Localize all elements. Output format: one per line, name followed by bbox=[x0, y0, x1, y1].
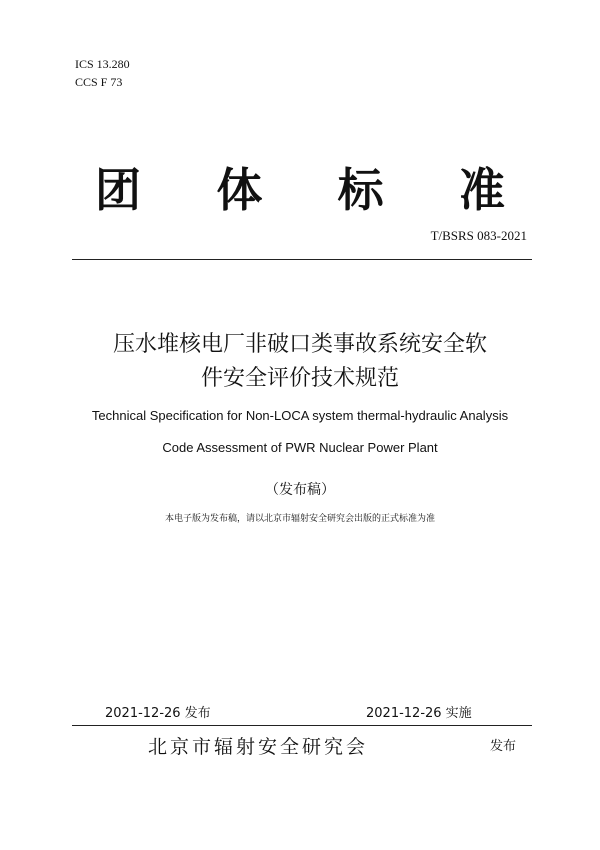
title-english-line-1: Technical Specification for Non-LOCA system thermal-hydraulic Analysis bbox=[91, 408, 509, 423]
bottom-divider bbox=[72, 725, 532, 726]
implementation-date: 2021-12-26 实施 bbox=[366, 706, 472, 721]
title-chinese-line-1: 压水堆核电厂非破口类事故系统安全软 bbox=[112, 332, 487, 357]
publish-label: 发布 bbox=[490, 739, 517, 754]
standard-type-char-1: 团 bbox=[95, 163, 141, 217]
title-chinese-line-2: 件安全评价技术规范 bbox=[200, 366, 399, 391]
standard-type-char-2: 体 bbox=[216, 163, 263, 217]
standard-number: T/BSRS 083-2021 bbox=[430, 228, 527, 243]
title-english-line-2: Code Assessment of PWR Nuclear Power Plant bbox=[162, 440, 438, 455]
standard-type-heading bbox=[95, 162, 505, 218]
top-divider bbox=[72, 259, 532, 260]
standard-type-char-4: 准 bbox=[458, 163, 505, 217]
ccs-code: CCS F 73 bbox=[75, 75, 123, 89]
electronic-version-notice: 本电子版为发布稿，请以北京市辐射安全研究会出版的正式标准为准 bbox=[164, 514, 435, 524]
publisher-name: 北京市辐射安全研究会 bbox=[148, 736, 369, 758]
standard-type-char-3: 标 bbox=[337, 163, 384, 217]
draft-label: （发布稿） bbox=[265, 482, 335, 498]
ics-code: ICS 13.280 bbox=[75, 57, 130, 71]
issue-date: 2021-12-26 发布 bbox=[105, 706, 211, 721]
